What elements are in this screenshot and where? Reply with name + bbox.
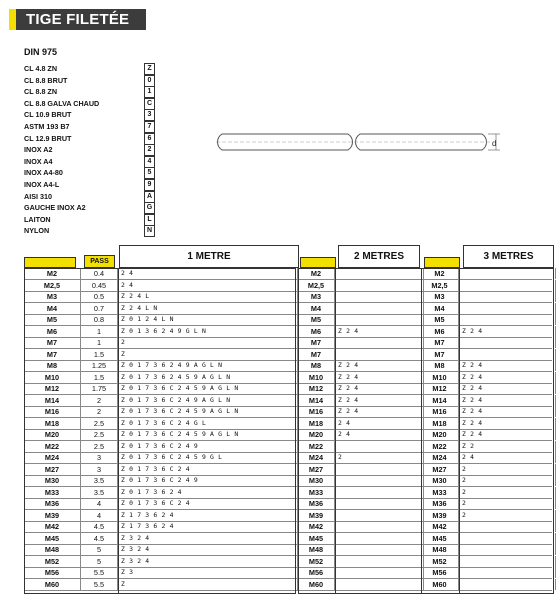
- stock-3m-cell: Z 2 4: [459, 372, 556, 383]
- size-cell: M45: [24, 533, 81, 544]
- pass-cell: 4.5: [81, 521, 118, 532]
- legend-item: [24, 214, 156, 226]
- stock-2m-cell: Z 2 4: [335, 372, 424, 383]
- legend-label: INOX A2: [24, 145, 53, 155]
- stock-3m-cell: Z 2 4: [459, 383, 556, 394]
- size-cell-3m: M42: [421, 521, 459, 532]
- size-cell-2m: M16: [298, 406, 335, 417]
- stock-3m-cell: Z 2 4: [459, 326, 556, 337]
- size-cell-3m: M36: [421, 498, 459, 509]
- size-cell-3m: M18: [421, 418, 459, 429]
- size-cell-3m: M6: [421, 326, 459, 337]
- stock-3m-cell: Z 2 4: [459, 360, 556, 371]
- legend-label: NYLON: [24, 226, 50, 236]
- size-cell: M2,5: [24, 280, 81, 291]
- size-cell-2m: M30: [298, 475, 335, 486]
- size-cell-3m: M33: [421, 487, 459, 498]
- stock-3m-cell: 2: [459, 498, 556, 509]
- size-cell-2m: M33: [298, 487, 335, 498]
- legend-code: Z: [144, 63, 155, 75]
- stock-2m-cell: Z 2 4: [335, 383, 424, 394]
- size-cell: M14: [24, 395, 81, 406]
- pass-cell: 3.5: [81, 487, 118, 498]
- column-frame: [298, 268, 336, 594]
- size-cell-2m: M20: [298, 429, 335, 440]
- pass-cell: 1.5: [81, 372, 118, 383]
- size-cell-2m: M5: [298, 314, 335, 325]
- page-title: TIGE FILETÉE: [26, 11, 130, 28]
- legend-label: CL 12.9 BRUT: [24, 133, 72, 143]
- stock-2m-cell: Z 2 4: [335, 406, 424, 417]
- size-cell-2m: M42: [298, 521, 335, 532]
- stock-3m-cell: Z 2: [459, 441, 556, 452]
- legend-code: 9: [144, 179, 155, 191]
- stock-1m-cell: 2 4: [118, 268, 298, 279]
- stock-2m-cell: 2: [335, 452, 424, 463]
- size-cell-3m: M2: [421, 268, 459, 279]
- legend-item: [24, 86, 156, 98]
- size-cell: M48: [24, 544, 81, 555]
- stock-1m-cell: Z 0 1 7 3 6 C 2 4 9: [118, 475, 298, 486]
- pass-cell: 0.5: [81, 291, 118, 302]
- size-cell-3m: M24: [421, 452, 459, 463]
- pass-cell: 1.5: [81, 349, 118, 360]
- pass-cell: 3: [81, 464, 118, 475]
- size-cell: M24: [24, 452, 81, 463]
- size-cell-2m: M27: [298, 464, 335, 475]
- legend-label: CL 4.8 ZN: [24, 64, 58, 73]
- stock-3m-cell: 2: [459, 487, 556, 498]
- legend-label: ASTM 193 B7: [24, 121, 70, 131]
- size-cell: M20: [24, 429, 81, 440]
- size-cell-3m: M12: [421, 383, 459, 394]
- stock-1m-cell: Z 3 2 4: [118, 544, 298, 555]
- size-cell-3m: M14: [421, 395, 459, 406]
- size-cell-2m: M10: [298, 372, 335, 383]
- pass-cell: 1: [81, 326, 118, 337]
- pass-cell: 2: [81, 395, 118, 406]
- legend-code: 1: [144, 86, 155, 98]
- stock-2m-cell: Z 2 4: [335, 360, 424, 371]
- size-cell-3m: M5: [421, 314, 459, 325]
- stock-1m-cell: Z 0 1 7 3 6 C 2 4 9 A G L N: [118, 395, 298, 406]
- size-cell-3m: M22: [421, 441, 459, 452]
- stock-1m-cell: Z 0 1 3 6 2 4 9 G L N: [118, 326, 298, 337]
- stock-2m-cell: Z 2 4: [335, 395, 424, 406]
- legend-item: [24, 63, 156, 75]
- col-header-pass: PASS: [84, 255, 115, 268]
- size-cell-2m: M45: [298, 533, 335, 544]
- legend-label: LAITON: [24, 214, 51, 224]
- size-cell: M27: [24, 464, 81, 475]
- pass-cell: 2.5: [81, 429, 118, 440]
- legend-item: [24, 98, 156, 110]
- size-cell-2m: M39: [298, 510, 335, 521]
- size-cell: M10: [24, 372, 81, 383]
- size-cell-3m: M7: [421, 337, 459, 348]
- pass-cell: 3.5: [81, 475, 118, 486]
- stock-1m-cell: Z: [118, 579, 298, 590]
- legend-code: C: [144, 98, 155, 110]
- size-cell: M7: [24, 349, 81, 360]
- stock-3m-cell: 2 4: [459, 452, 556, 463]
- pass-cell: 1.25: [81, 360, 118, 371]
- pass-cell: 5: [81, 556, 118, 567]
- pass-cell: 3: [81, 452, 118, 463]
- col-header-size-1: [24, 257, 76, 268]
- pass-cell: 1.75: [81, 383, 118, 394]
- pass-cell: 2.5: [81, 418, 118, 429]
- size-cell-3m: M8: [421, 360, 459, 371]
- legend-item: [24, 144, 156, 156]
- legend-code: 5: [144, 167, 155, 179]
- stock-1m-cell: Z: [118, 349, 298, 360]
- stock-1m-cell: Z 0 1 7 3 6 C 2 4 5 9 G L: [118, 452, 298, 463]
- size-cell: M18: [24, 418, 81, 429]
- size-cell: M60: [24, 579, 81, 590]
- stock-1m-cell: Z 2 4 L: [118, 291, 298, 302]
- diameter-label: d: [492, 139, 497, 148]
- size-cell-2m: M18: [298, 418, 335, 429]
- stock-1m-cell: Z 0 1 7 3 6 2 4: [118, 487, 298, 498]
- legend-label: CL 8.8 BRUT: [24, 75, 68, 85]
- legend-label: CL 8.8 GALVA CHAUD: [24, 98, 100, 108]
- legend-code: 6: [144, 133, 155, 145]
- pass-cell: 2: [81, 406, 118, 417]
- legend-item: [24, 156, 156, 168]
- size-cell: M7: [24, 337, 81, 348]
- legend-item: [24, 167, 156, 179]
- size-cell: M16: [24, 406, 81, 417]
- size-cell-2m: M60: [298, 579, 335, 590]
- stock-1m-cell: Z 0 1 7 3 6 2 4 9 A G L N: [118, 360, 298, 371]
- legend-label: AISI 310: [24, 191, 52, 201]
- size-cell-2m: M14: [298, 395, 335, 406]
- stock-1m-cell: Z 0 1 7 3 6 C 2 4 5 9 A G L N: [118, 383, 298, 394]
- pass-cell: 4: [81, 498, 118, 509]
- size-cell: M12: [24, 383, 81, 394]
- legend-item: [24, 179, 156, 191]
- stock-3m-cell: Z 2 4: [459, 418, 556, 429]
- group-header-2: 2 METRES: [338, 245, 420, 268]
- size-cell: M6: [24, 326, 81, 337]
- size-cell: M42: [24, 521, 81, 532]
- legend-code: A: [144, 191, 155, 203]
- legend-item: [24, 121, 156, 133]
- size-cell: M4: [24, 303, 81, 314]
- size-cell-3m: M7: [421, 349, 459, 360]
- stock-1m-cell: Z 0 1 7 3 6 C 2 4 5 9 A G L N: [118, 406, 298, 417]
- legend-label: INOX A4: [24, 156, 53, 166]
- size-cell-3m: M10: [421, 372, 459, 383]
- pass-cell: 5.5: [81, 567, 118, 578]
- size-cell: M30: [24, 475, 81, 486]
- stock-1m-cell: Z 1 7 3 6 2 4: [118, 521, 298, 532]
- pass-cell: 0.8: [81, 314, 118, 325]
- size-cell-2m: M36: [298, 498, 335, 509]
- legend-item: [24, 75, 156, 87]
- stock-1m-cell: 2 4: [118, 280, 298, 291]
- stock-3m-cell: 2: [459, 464, 556, 475]
- size-cell-2m: M12: [298, 383, 335, 394]
- column-frame: [118, 268, 296, 594]
- legend-item: [24, 191, 156, 203]
- legend-code: G: [144, 202, 155, 214]
- size-cell-3m: M3: [421, 291, 459, 302]
- column-frame: [335, 268, 422, 594]
- title-banner: [9, 9, 146, 30]
- size-cell: M8: [24, 360, 81, 371]
- stock-1m-cell: Z 0 1 7 3 6 C 2 4: [118, 464, 298, 475]
- size-cell-2m: M22: [298, 441, 335, 452]
- legend-code: N: [144, 225, 155, 237]
- stock-1m-cell: Z 0 1 7 3 6 C 2 4 5 9 A G L N: [118, 429, 298, 440]
- legend-item: [24, 225, 156, 237]
- legend-code: L: [144, 214, 155, 226]
- size-cell: M36: [24, 498, 81, 509]
- legend-label: CL 8.8 ZN: [24, 87, 58, 97]
- pass-cell: 0.4: [81, 268, 118, 279]
- size-cell: M22: [24, 441, 81, 452]
- col-header-size-3: [424, 257, 460, 268]
- legend-label: INOX A4-L: [24, 179, 60, 189]
- standard-label: DIN 975: [24, 47, 58, 57]
- size-cell-3m: M27: [421, 464, 459, 475]
- size-cell-3m: M45: [421, 533, 459, 544]
- size-cell-3m: M39: [421, 510, 459, 521]
- stock-1m-cell: Z 0 1 7 3 6 C 2 4 9: [118, 441, 298, 452]
- size-cell: M5: [24, 314, 81, 325]
- size-cell-2m: M2,5: [298, 280, 335, 291]
- size-cell-2m: M3: [298, 291, 335, 302]
- size-cell-2m: M48: [298, 544, 335, 555]
- material-legend: [24, 63, 156, 237]
- size-cell-3m: M56: [421, 567, 459, 578]
- size-cell-2m: M7: [298, 349, 335, 360]
- pass-cell: 0.7: [81, 303, 118, 314]
- stock-2m-cell: Z 2 4: [335, 326, 424, 337]
- pass-cell: 4.5: [81, 533, 118, 544]
- size-cell-2m: M7: [298, 337, 335, 348]
- size-cell: M56: [24, 567, 81, 578]
- size-cell-2m: M6: [298, 326, 335, 337]
- group-header-1: 1 METRE: [119, 245, 299, 268]
- stock-1m-cell: Z 0 1 7 3 6 2 4 5 9 A G L N: [118, 372, 298, 383]
- size-cell-3m: M20: [421, 429, 459, 440]
- group-header-3: 3 METRES: [463, 245, 554, 268]
- column-frame: [421, 268, 460, 594]
- legend-label: INOX A4-80: [24, 168, 63, 178]
- size-cell: M3: [24, 291, 81, 302]
- legend-item: [24, 133, 156, 145]
- size-cell: M39: [24, 510, 81, 521]
- pass-cell: 4: [81, 510, 118, 521]
- size-cell-3m: M60: [421, 579, 459, 590]
- legend-item: [24, 109, 156, 121]
- legend-code: 0: [144, 75, 155, 87]
- stock-3m-cell: 2: [459, 475, 556, 486]
- stock-1m-cell: Z 3 2 4: [118, 533, 298, 544]
- size-cell-3m: M4: [421, 303, 459, 314]
- stock-1m-cell: Z 0 1 7 3 6 C 2 4: [118, 498, 298, 509]
- stock-1m-cell: Z 3: [118, 567, 298, 578]
- column-frame: [24, 268, 119, 594]
- legend-code: 4: [144, 156, 155, 168]
- size-cell-2m: M52: [298, 556, 335, 567]
- col-header-size-2: [300, 257, 336, 268]
- stock-1m-cell: Z 2 4 L N: [118, 303, 298, 314]
- size-cell-2m: M2: [298, 268, 335, 279]
- stock-3m-cell: Z 2 4: [459, 429, 556, 440]
- pass-cell: 0.45: [81, 280, 118, 291]
- stock-1m-cell: 2: [118, 337, 298, 348]
- stock-2m-cell: 2 4: [335, 429, 424, 440]
- pass-cell: 1: [81, 337, 118, 348]
- legend-item: [24, 202, 156, 214]
- stock-3m-cell: Z 2 4: [459, 406, 556, 417]
- stock-3m-cell: 2: [459, 510, 556, 521]
- size-cell-3m: M16: [421, 406, 459, 417]
- size-cell: M52: [24, 556, 81, 567]
- size-cell-3m: M30: [421, 475, 459, 486]
- legend-label: CL 10.9 BRUT: [24, 110, 72, 120]
- size-cell-2m: M24: [298, 452, 335, 463]
- legend-code: 7: [144, 121, 155, 133]
- legend-code: 2: [144, 144, 155, 156]
- pass-cell: 5: [81, 544, 118, 555]
- banner-accent: [9, 9, 16, 30]
- legend-label: GAUCHE INOX A2: [24, 203, 86, 213]
- column-frame: [459, 268, 554, 594]
- stock-1m-cell: Z 3 2 4: [118, 556, 298, 567]
- stock-1m-cell: Z 0 1 2 4 L N: [118, 314, 298, 325]
- size-cell: M2: [24, 268, 81, 279]
- size-cell-3m: M2,5: [421, 280, 459, 291]
- size-cell-2m: M4: [298, 303, 335, 314]
- pass-cell: 2.5: [81, 441, 118, 452]
- size-cell-3m: M52: [421, 556, 459, 567]
- stock-3m-cell: Z 2 4: [459, 395, 556, 406]
- stock-2m-cell: 2 4: [335, 418, 424, 429]
- stock-1m-cell: Z 0 1 7 3 6 C 2 4 G L: [118, 418, 298, 429]
- stock-1m-cell: Z 1 7 3 6 2 4: [118, 510, 298, 521]
- size-cell: M33: [24, 487, 81, 498]
- size-cell-3m: M48: [421, 544, 459, 555]
- size-cell-2m: M8: [298, 360, 335, 371]
- pass-cell: 5.5: [81, 579, 118, 590]
- legend-code: 3: [144, 109, 155, 121]
- threaded-rod-drawing: [212, 126, 512, 162]
- size-cell-2m: M56: [298, 567, 335, 578]
